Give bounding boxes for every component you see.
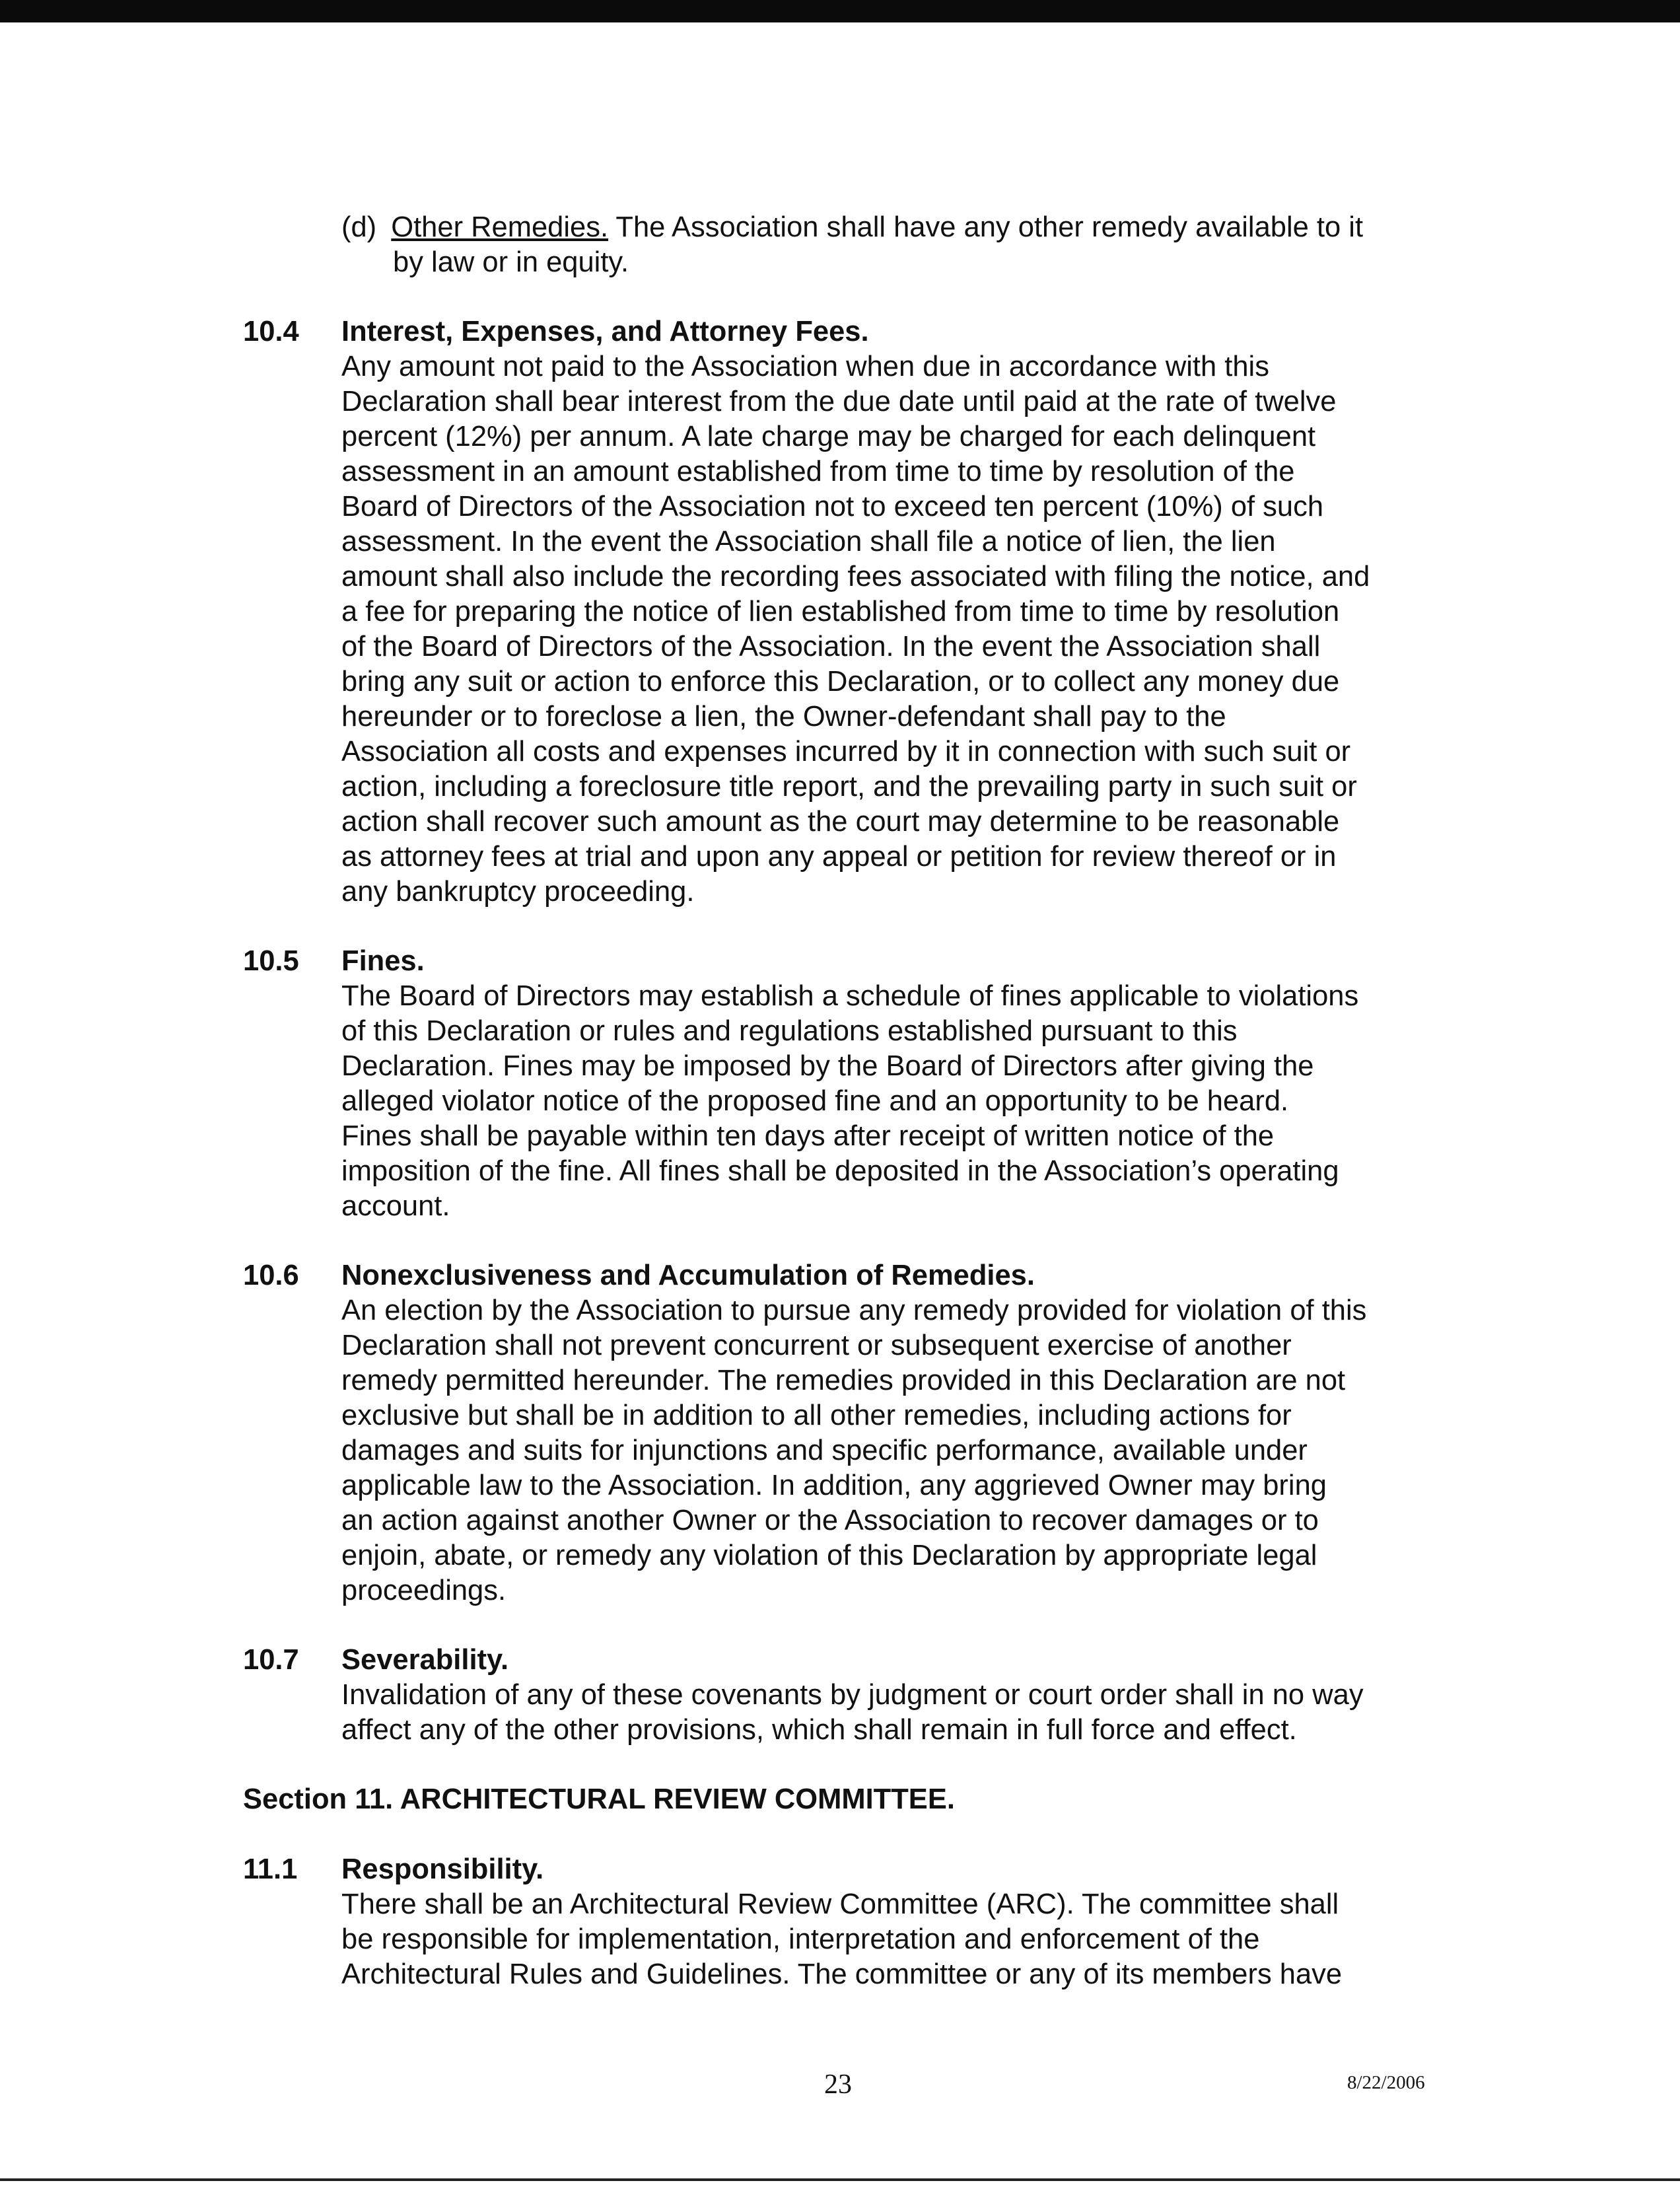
body-line: An election by the Association to pursue any remedy provided for violation of this [341,1295,1367,1326]
body-line: a fee for preparing the notice of lien established from time to time by resolution [341,596,1340,627]
body-line: The Board of Directors may establish a schedule of fines applicable to violations [341,980,1359,1012]
page-number: 23 [824,2069,852,2100]
section-number: 10.5 [243,945,299,977]
section-body [341,1887,1444,1992]
scan-bottom-border [0,2178,1680,2181]
body-line: any bankruptcy proceeding. [341,876,695,908]
body-line: Declaration. Fines may be imposed by the Board of Directors after giving the [341,1050,1314,1082]
item-d-title: Other Remedies. [391,211,609,243]
section-number: 10.4 [243,316,299,347]
item-d-text-second: by law or in equity. [393,246,629,278]
body-line: affect any of the other provisions, which shall remain in full force and effect. [341,1714,1297,1746]
body-line: an action against another Owner or the Association to recover damages or to [341,1505,1319,1536]
body-line: of the Board of Directors of the Association. In the event the Association shall [341,631,1321,663]
body-line: assessment. In the event the Association shall file a notice of lien, the lien [341,526,1276,557]
item-d-label: (d) [341,211,377,243]
body-line: hereunder or to foreclose a lien, the Owner-defendant shall pay to the [341,701,1226,733]
section-number: 11.1 [243,1853,298,1885]
body-line: Invalidation of any of these covenants by judgment or court order shall in no way [341,1679,1364,1711]
body-line: Any amount not paid to the Association when due in accordance with this [341,351,1269,382]
section-heading: Responsibility. [341,1853,544,1885]
body-line: Declaration shall bear interest from the due date until paid at the rate of twelve [341,386,1337,417]
section-heading: Nonexclusiveness and Accumulation of Remedies. [341,1260,1035,1291]
body-line: account. [341,1190,450,1222]
section-body [341,349,1444,910]
body-line: imposition of the fine. All fines shall be deposited in the Association’s operating [341,1155,1339,1187]
body-line: Association all costs and expenses incurred by it in connection with such suit or [341,736,1351,768]
body-line: bring any suit or action to enforce this Declaration, or to collect any money due [341,666,1340,698]
body-line: assessment in an amount established from time to time by resolution of the [341,456,1295,487]
section-heading: Fines. [341,945,425,977]
section-body [341,1293,1444,1608]
body-line: exclusive but shall be in addition to all other remedies, including actions for [341,1400,1292,1431]
document-date: 8/22/2006 [1347,2072,1425,2093]
body-line: percent (12%) per annum. A late charge may be charged for each delinquent [341,421,1316,452]
body-line: alleged violator notice of the proposed fine and an opportunity to be heard. [341,1085,1289,1117]
body-line: enjoin, abate, or remedy any violation of this Declaration by appropriate legal [341,1540,1317,1571]
body-line: of this Declaration or rules and regulations established pursuant to this [341,1015,1238,1047]
section-body [341,1678,1444,1748]
section-heading: Interest, Expenses, and Attorney Fees. [341,316,869,347]
item-d-text-first: The Association shall have any other remedy available to it [615,211,1364,243]
body-line: action shall recover such amount as the court may determine to be reasonable [341,806,1340,838]
body-line: There shall be an Architectural Review Committee (ARC). The committee shall [341,1888,1339,1920]
section-11-title: Section 11. ARCHITECTURAL REVIEW COMMITTEE. [243,1783,955,1815]
body-line: as attorney fees at trial and upon any appeal or petition for review thereof or in [341,841,1337,873]
body-line: action, including a foreclosure title report, and the prevailing party in such suit or [341,771,1357,803]
section-body [341,979,1444,1224]
body-line: amount shall also include the recording fees associated with filing the notice, and [341,561,1370,592]
section-number: 10.6 [243,1260,299,1291]
scan-top-border [0,0,1680,22]
body-line: Fines shall be payable within ten days after receipt of written notice of the [341,1120,1275,1152]
section-heading: Severability. [341,1644,509,1676]
body-line: be responsible for implementation, interpretation and enforcement of the [341,1923,1260,1955]
body-line: Board of Directors of the Association not to exceed ten percent (10%) of such [341,491,1324,522]
body-line: damages and suits for injunctions and specific performance, available under [341,1435,1308,1466]
item-d [341,210,1363,245]
body-line: Architectural Rules and Guidelines. The committee or any of its members have [341,1958,1343,1990]
body-line: applicable law to the Association. In addition, any aggrieved Owner may bring [341,1470,1327,1501]
body-line: Declaration shall not prevent concurrent or subsequent exercise of another [341,1330,1292,1361]
section-number: 10.7 [243,1644,299,1676]
body-line: proceedings. [341,1575,507,1606]
body-line: remedy permitted hereunder. The remedies provided in this Declaration are not [341,1365,1346,1396]
